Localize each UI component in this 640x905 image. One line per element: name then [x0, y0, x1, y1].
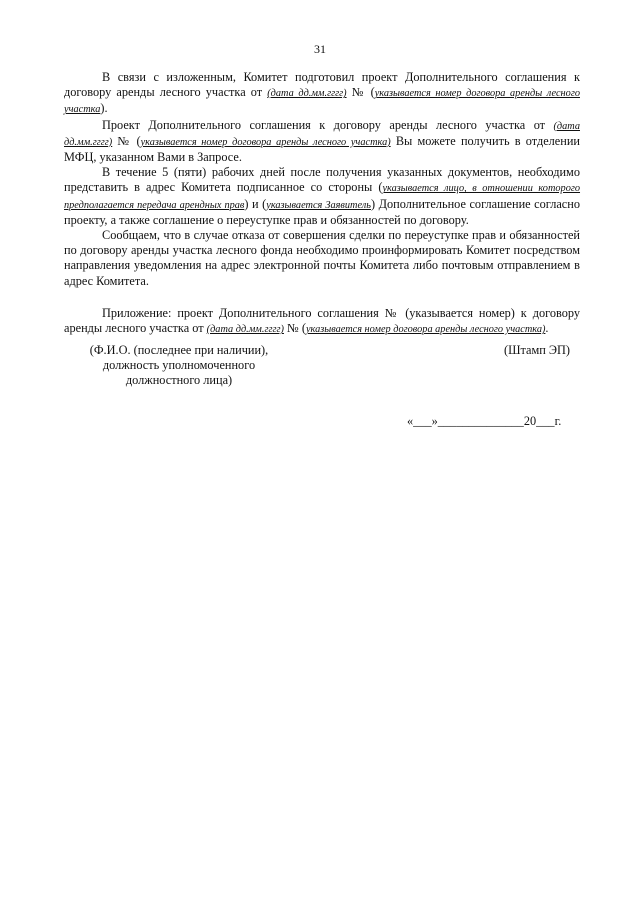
signature-line-1: (Ф.И.О. (последнее при наличии), — [89, 343, 269, 357]
letter-body — [64, 70, 580, 337]
contract-number-placeholder: указывается номер договора аренды лесного участка) — [140, 136, 391, 148]
attachment-paragraph: Приложение: проект Дополнительного соглашения № (указывается номер) к договору аренды лесного участка от (дата дд.мм.гггг) № (указывается номер договора аренды лесного участка). — [64, 305, 580, 336]
date-line: «___»______________20___г. — [407, 414, 562, 428]
applicant-placeholder: указывается Заявитель — [266, 199, 371, 211]
paragraph-1: В связи с изложенным, Комитет подготовил проект Дополнительного соглашения к договору аренды лесного участка от (дата дд.мм.гггг) № (указывается номер договора аренды лесного участка). — [64, 70, 580, 116]
contract-number-placeholder: указывается номер договора аренды лесного участка — [64, 88, 580, 116]
signature-block — [84, 343, 274, 389]
signature-line-2: должность уполномоченного — [102, 358, 256, 373]
paragraph-3: В течение 5 (пяти) рабочих дней после получения указанных документов, необходимо представить в адрес Комитета подписанное со стороны (указывается лицо, в отношении которого предполагается передача арендных прав) и (указывается Заявитель) Дополнительное соглашение согласно проекту, а также соглашение о переуступке прав и обязанностей по договору. — [64, 165, 581, 227]
contract-number-placeholder: указывается номер договора аренды лесного участка) — [305, 324, 546, 336]
paragraph-4: Сообщаем, что в случае отказа от совершения сделки по переуступке прав и обязанностей по договору аренды участка лесного фонда необходимо проинформировать Комитет посредством направления уведомления на адрес электронной почты Комитета либо почтовым отправлением в адрес Комитета. — [64, 228, 580, 288]
page-number: 31 — [314, 42, 326, 56]
date-placeholder: (дата дд.мм.гггг) — [206, 324, 284, 336]
date-placeholder: (дата дд.мм.гггг) — [267, 88, 347, 100]
paragraph-2: Проект Дополнительного соглашения к договору аренды лесного участка от (дата дд.мм.гггг) № (указывается номер договора аренды лесного участка) Вы можете получить в отделении МФЦ, указанном Вами в Запросе. — [64, 117, 580, 165]
signature-line-3: должностного лица) — [125, 373, 233, 388]
date-placeholder: (дата дд.мм.гггг) — [64, 120, 580, 148]
transferee-placeholder: указывается лицо, в отношении которого предполагается передача арендных прав — [64, 183, 581, 211]
stamp-placeholder: (Штамп ЭП) — [504, 343, 571, 357]
